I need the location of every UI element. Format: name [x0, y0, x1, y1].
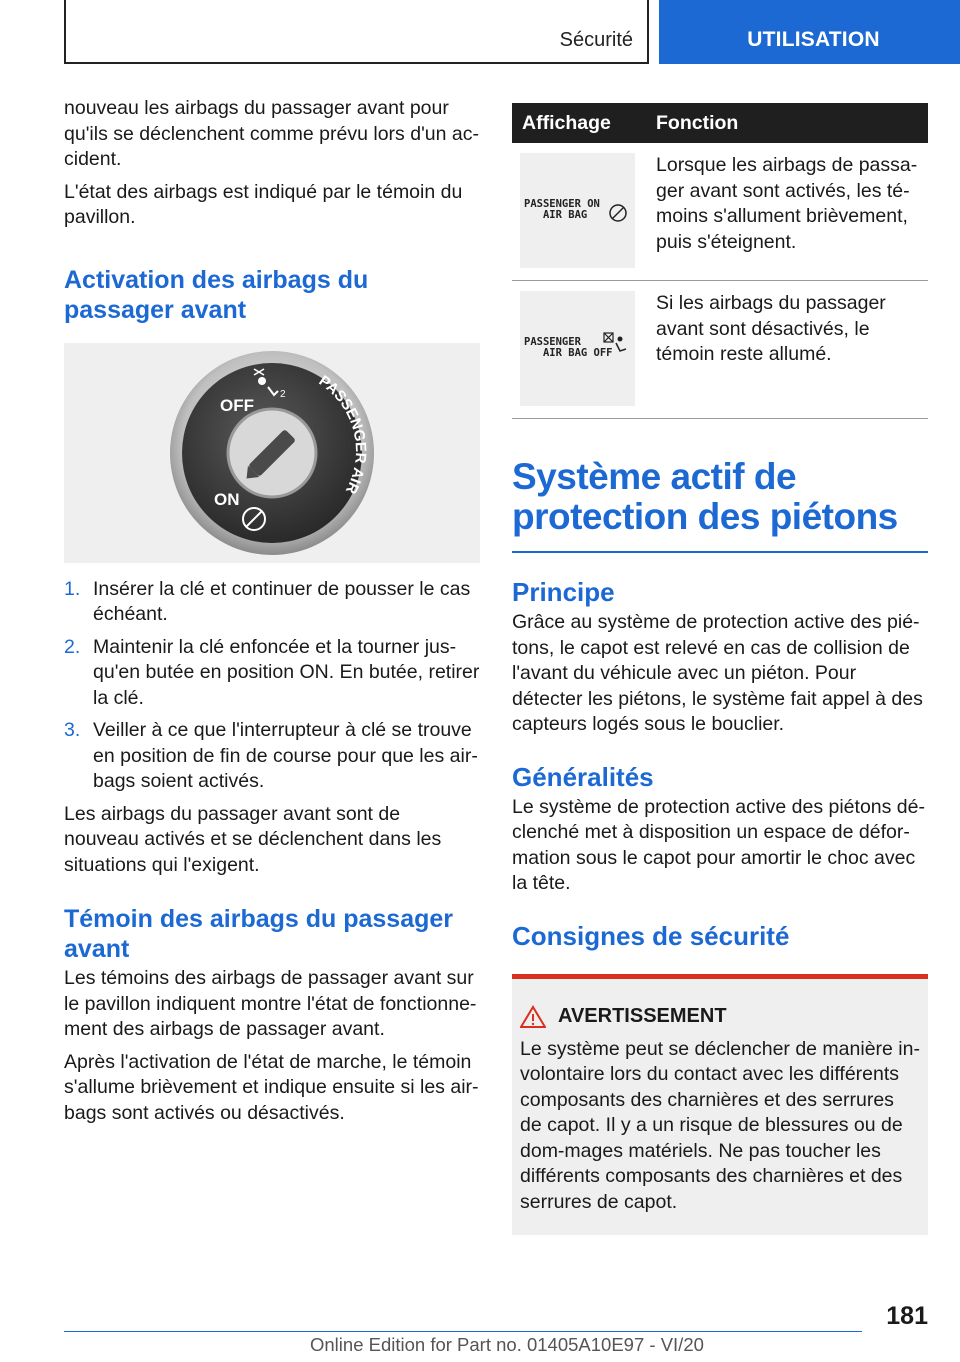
header-section-title: Sécurité [559, 29, 633, 51]
header-section-box [64, 0, 649, 64]
footer-edition: Online Edition for Part no. 01405A10E97 - VI/20 [310, 1334, 704, 1355]
list-item: 2. Maintenir la clé enfoncée et la tourner jus-qu'en butée en position ON. En butée, retirer la clé. [64, 635, 480, 709]
airbag-key-switch-image [64, 343, 480, 563]
airbag-on-icon [520, 153, 635, 268]
table-row [512, 281, 928, 419]
warning-triangle-icon [520, 1005, 546, 1029]
svg-text:2: 2 [280, 388, 286, 400]
heading-principe: Principe [512, 577, 615, 607]
after-steps-paragraph: Les airbags du passager avant sont de nouveau activés et se déclenchent dans les situations qui l'exigent. [64, 802, 442, 876]
heading-activation: Activation des airbags du passager avant [64, 265, 369, 324]
generalites-paragraph: Le système de protection active des piétons dé-clenché met à disposition un espace de défor-mation sous le capot pour amortir le choc avec la tête. [512, 795, 925, 894]
table-header-function: Fonction [648, 103, 928, 143]
heading-pedestrian-protection: Système actif de protection des piétons [512, 456, 898, 537]
indicator-table [512, 103, 928, 419]
temoin-paragraph-1: Les témoins des airbags de passager avant sur le pavillon indiquent montre l'état de fonctionne-ment des airbags de passager avant. [64, 967, 477, 1040]
switch-ring-label: PASSENGER AIR [315, 371, 370, 497]
passenger-airbag-off-indicator: PASSENGER AIR BAG OFF [520, 291, 635, 406]
page-number: 181 [886, 1302, 928, 1330]
right-column [512, 103, 928, 1235]
passenger-airbag-on-indicator: PASSENGER ON AIR BAG [520, 153, 635, 268]
heading-consignes: Consignes de sécurité [512, 920, 790, 951]
list-item: 1. Insérer la clé et continuer de pousser le cas échéant. [64, 577, 471, 625]
warning-title-row [520, 1005, 920, 1029]
airbag-off-icon [520, 291, 635, 406]
table-cell-function: Lorsque les airbags de passa-ger avant sont activés, les té-moins s'allument brièvement, puis s'éteignent. [648, 143, 928, 281]
warning-title: AVERTISSEMENT [558, 1005, 727, 1027]
table-row [512, 143, 928, 281]
table-cell-function: Si les airbags du passager avant sont désactivés, le témoin reste allumé. [648, 281, 928, 419]
intro-paragraph-1: nouveau les airbags du passager avant pour qu'ils se déclenchent comme prévu lors d'un ac-cident. [64, 97, 479, 170]
header-chapter-tab [659, 0, 960, 64]
warning-text: Le système peut se déclencher de manière in-volontaire lors du contact avec les différents composants des charnières et des serrures de capot. Il y a un risque de blessures ou de dom-mages matériels. Ne pas toucher les différents composants des charnières et des serrures de capot. [520, 1037, 920, 1213]
list-item: 3. Veiller à ce que l'interrupteur à clé se trouve en position de fin de course pour que les air-bags soient activés. [64, 719, 478, 792]
warning-box [512, 974, 928, 1236]
header-chapter-label: UTILISATION [747, 28, 880, 51]
activation-steps [64, 577, 480, 795]
switch-on-label: ON [214, 489, 240, 509]
temoin-paragraph-2: Après l'activation de l'état de marche, le témoin s'allume brièvement et indique ensuite si les air-bags sont activés ou désactivés. [64, 1050, 479, 1124]
switch-off-label: OFF [220, 395, 254, 415]
footer-divider [64, 1331, 862, 1332]
left-column [64, 96, 480, 1126]
key-switch-illustration [64, 343, 480, 563]
heading-generalites: Généralités [512, 761, 654, 792]
table-header-display: Affichage [512, 103, 648, 143]
intro-paragraph-2: L'état des airbags est indiqué par le témoin du pavillon. [64, 180, 463, 228]
heading-temoin: Témoin des airbags du passager avant [64, 905, 454, 963]
principe-paragraph: Grâce au système de protection active des pié-tons, le capot est relevé en cas de collision de l'avant du véhicule avec un piéton. Pour détecter les piétons, le système fait appel à des capteurs logés sous le bouclier. [512, 611, 923, 735]
heading-divider [512, 551, 928, 553]
